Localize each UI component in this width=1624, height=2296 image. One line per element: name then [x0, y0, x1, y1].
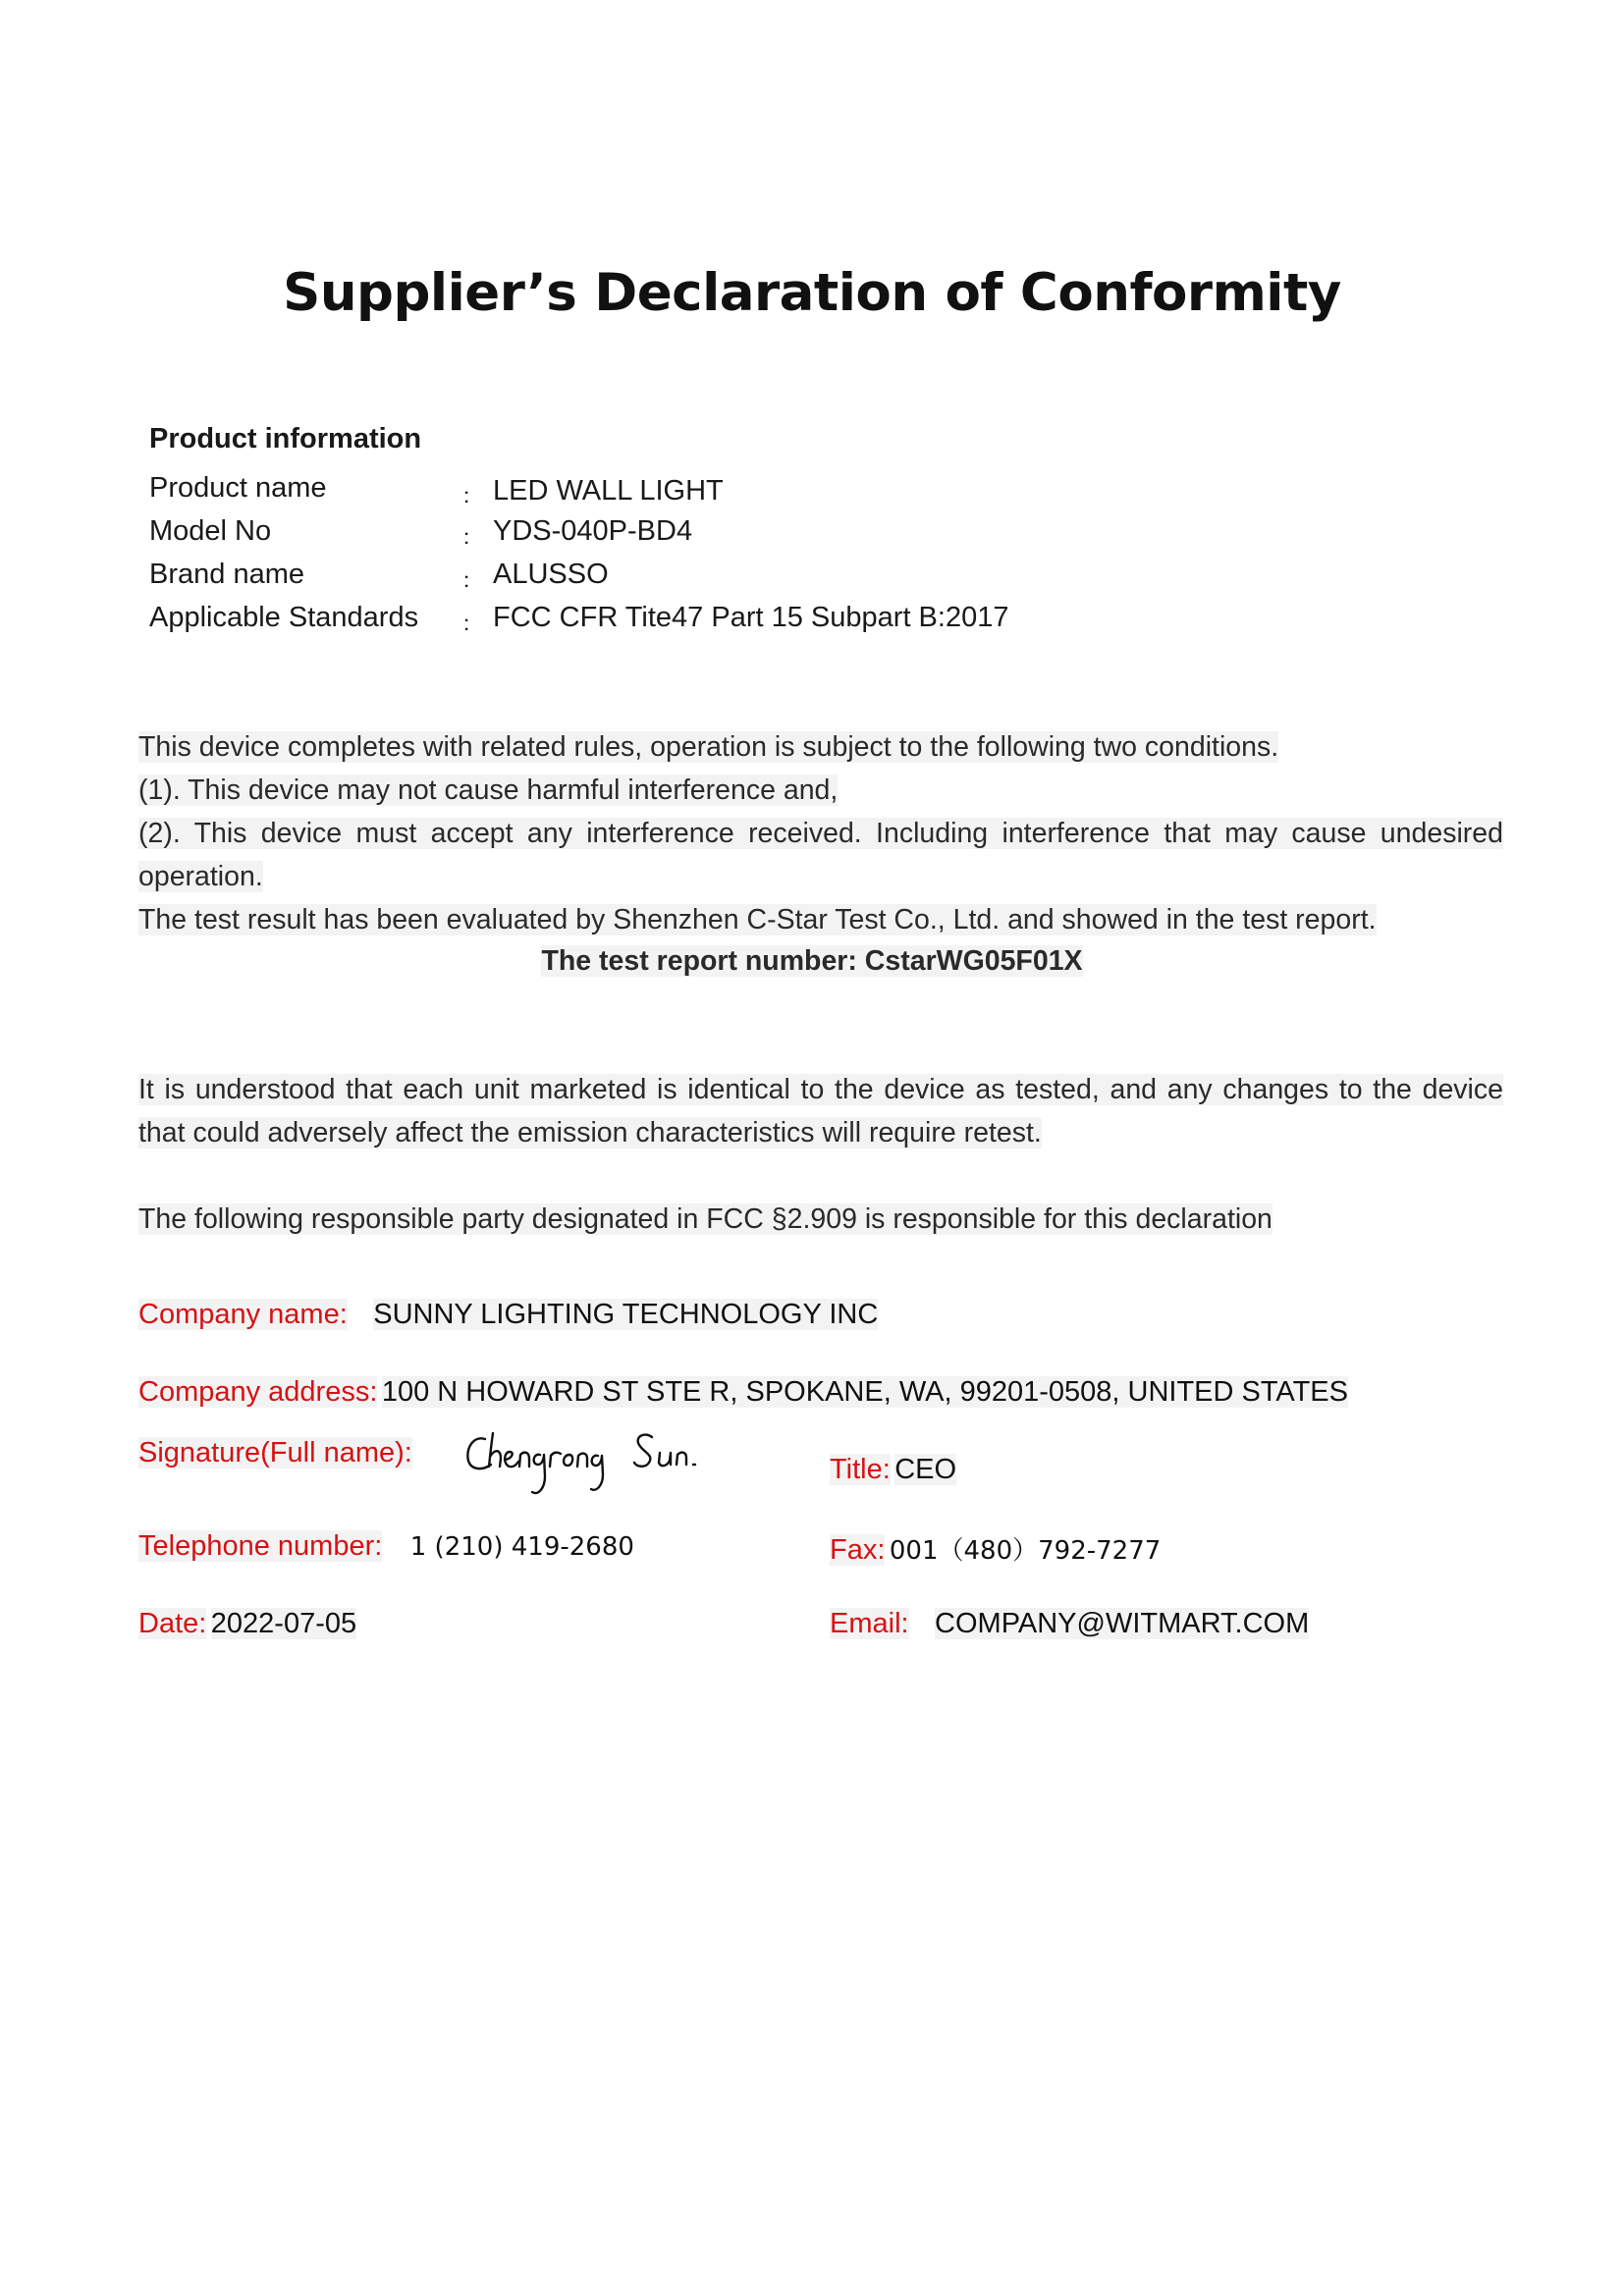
- model-no-label: Model No: [149, 515, 272, 547]
- applicable-standards-label: Applicable Standards: [149, 602, 419, 633]
- telephone-value: 1 (210) 419-2680: [409, 1532, 634, 1562]
- fax-value: 001（480）792-7277: [889, 1536, 1162, 1566]
- colon-separator: ：: [461, 525, 484, 550]
- conditions-intro: This device completes with related rules, operation is subject to the following two conditions.: [138, 731, 1279, 763]
- applicable-standards-value: FCC CFR Tite47 Part 15 Subpart B:2017: [493, 602, 1009, 633]
- responsible-party-statement: The following responsible party designated in FCC §2.909 is responsible for this declaration: [138, 1203, 1272, 1235]
- title-value: CEO: [894, 1454, 957, 1485]
- fax-row: [830, 1530, 1161, 1567]
- colon-separator: ：: [461, 568, 484, 593]
- conditions-section: [138, 725, 1503, 941]
- colon-separator: ：: [461, 484, 484, 508]
- product-name-value: LED WALL LIGHT: [493, 475, 724, 507]
- email-row: [830, 1608, 1309, 1640]
- signature-image: [460, 1419, 725, 1508]
- test-report-number: The test report number: CstarWG05F01X: [541, 945, 1083, 977]
- company-address-value: 100 N HOWARD ST STE R, SPOKANE, WA, 99201-0508, UNITED STATES: [381, 1376, 1348, 1408]
- email-value: COMPANY@WITMART.COM: [935, 1608, 1310, 1639]
- brand-name-label: Brand name: [149, 559, 304, 590]
- understanding-paragraph: It is understood that each unit marketed is identical to the device as tested, and any changes to the device that could adversely affect the emission characteristics will require retest.: [138, 1074, 1503, 1148]
- condition-1: (1). This device may not cause harmful interference and,: [138, 774, 839, 806]
- evaluation-statement: The test result has been evaluated by Shenzhen C-Star Test Co., Ltd. and showed in the test report.: [138, 904, 1377, 935]
- telephone-label: Telephone number:: [138, 1530, 383, 1562]
- product-name-label: Product name: [149, 472, 327, 504]
- date-value: 2022-07-05: [210, 1608, 357, 1639]
- brand-name-value: ALUSSO: [493, 559, 609, 590]
- signature-label: Signature(Full name):: [138, 1437, 412, 1468]
- company-name-value: SUNNY LIGHTING TECHNOLOGY INC: [373, 1299, 879, 1330]
- condition-2: (2). This device must accept any interference received. Including interference that may cause undesired operation.: [138, 818, 1503, 892]
- signature-label-row: [138, 1437, 412, 1469]
- colon-separator: ：: [461, 612, 484, 636]
- date-row: [138, 1608, 356, 1640]
- product-info-heading: Product information: [149, 423, 422, 454]
- document-title: Supplier’s Declaration of Conformity: [283, 263, 1341, 323]
- fax-label: Fax:: [830, 1534, 886, 1566]
- company-address-row: [138, 1376, 1348, 1409]
- telephone-row: [138, 1530, 634, 1563]
- title-label: Title:: [830, 1454, 891, 1485]
- model-no-value: YDS-040P-BD4: [493, 515, 693, 547]
- company-address-label: Company address:: [138, 1376, 378, 1408]
- company-name-label: Company name:: [138, 1299, 348, 1330]
- title-row: [830, 1454, 956, 1486]
- company-name-row: [138, 1299, 878, 1331]
- email-label: Email:: [830, 1608, 909, 1639]
- date-label: Date:: [138, 1608, 207, 1639]
